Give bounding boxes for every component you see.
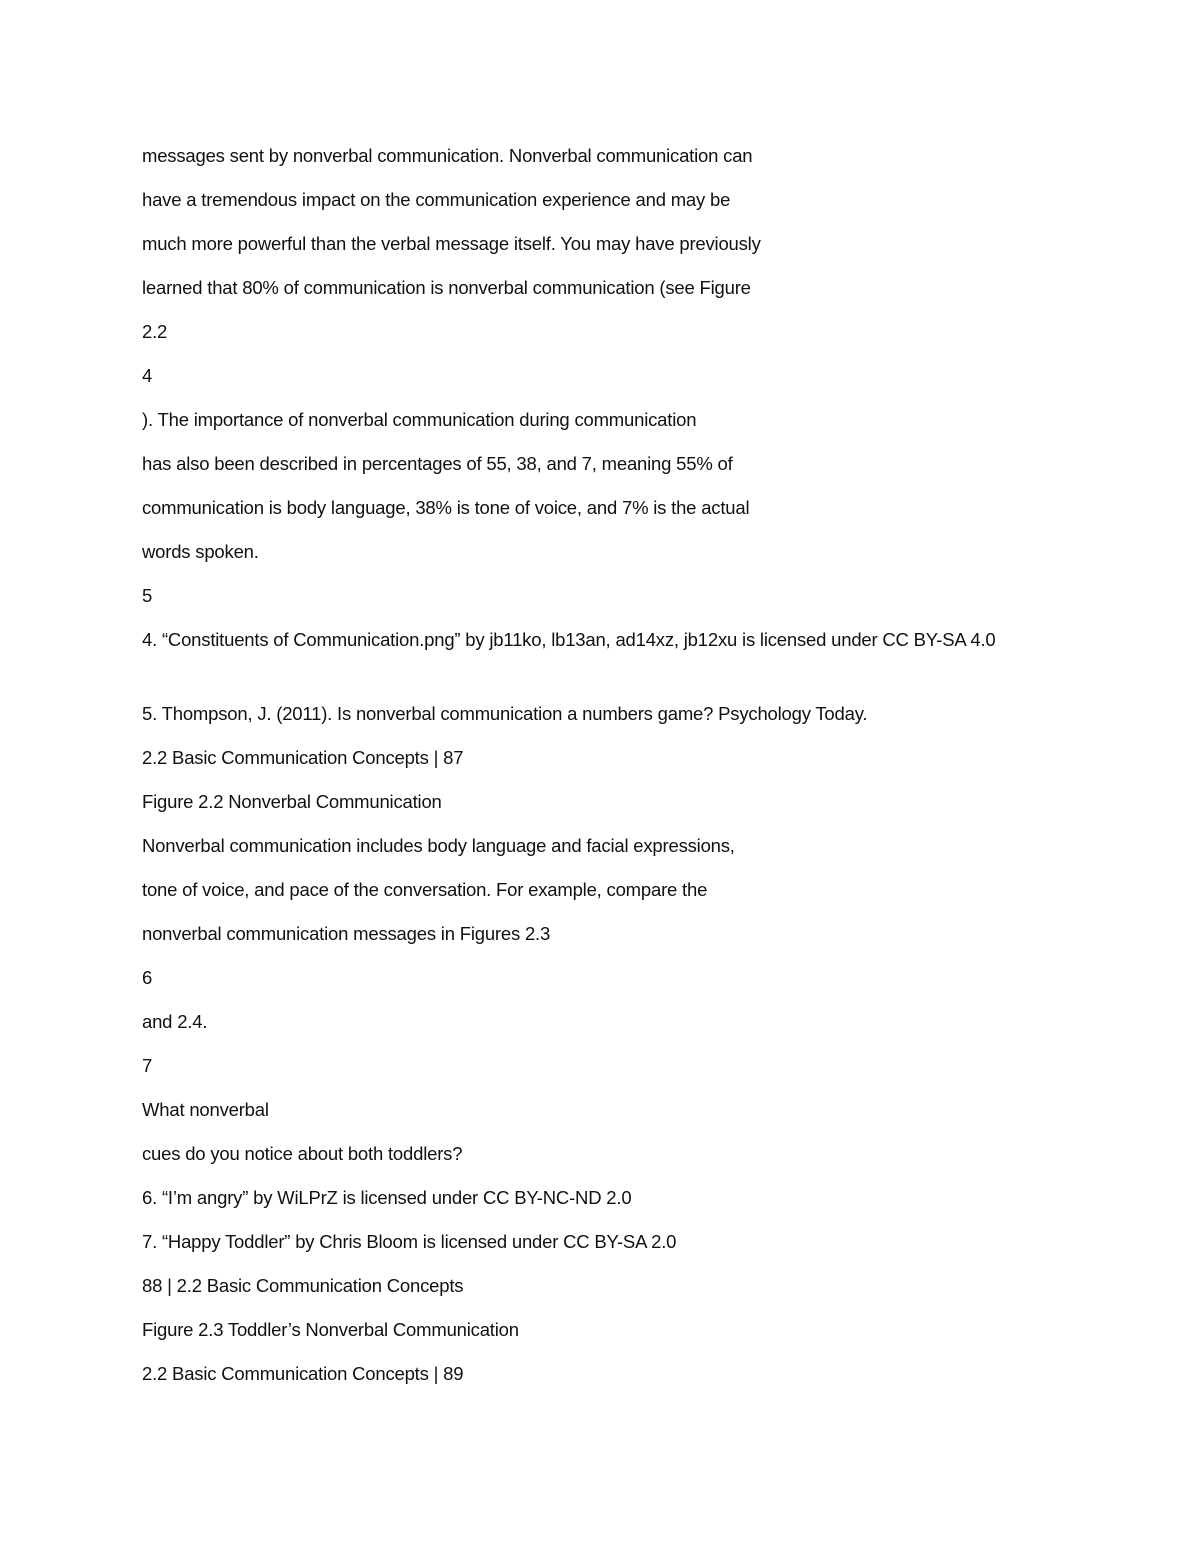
footnote-7: 7. “Happy Toddler” by Chris Bloom is licensed under CC BY-SA 2.0	[142, 1231, 677, 1252]
page-header: 88 | 2.2 Basic Communication Concepts	[142, 1275, 464, 1296]
body-text-line: cues do you notice about both toddlers?	[142, 1143, 463, 1164]
figure-reference: 2.2	[142, 321, 168, 342]
body-text-line: What nonverbal	[142, 1099, 269, 1120]
figure-caption: Figure 2.2 Nonverbal Communication	[142, 791, 442, 812]
footnote-marker: 5	[142, 585, 153, 606]
body-text-line: have a tremendous impact on the communication experience and may be	[142, 189, 731, 210]
footnote-4: 4. “Constituents of Communication.png” by jb11ko, lb13an, ad14xz, jb12xu is licensed under CC BY-SA 4.0	[142, 629, 996, 650]
footnote-marker: 7	[142, 1055, 153, 1076]
body-text-line: messages sent by nonverbal communication. Nonverbal communication can	[142, 145, 753, 166]
footnote-marker: 4	[142, 365, 153, 386]
figure-caption: Figure 2.3 Toddler’s Nonverbal Communication	[142, 1319, 519, 1340]
footnote-6: 6. “I’m angry” by WiLPrZ is licensed under CC BY-NC-ND 2.0	[142, 1187, 632, 1208]
footnote-5: 5. Thompson, J. (2011). Is nonverbal communication a numbers game? Psychology Today.	[142, 703, 868, 724]
body-text-line: words spoken.	[142, 541, 259, 562]
footnote-marker: 6	[142, 967, 153, 988]
body-text-line: learned that 80% of communication is nonverbal communication (see Figure	[142, 277, 751, 298]
body-text-line: ). The importance of nonverbal communication during communication	[142, 409, 697, 430]
body-text-line: and 2.4.	[142, 1011, 208, 1032]
page-footer: 2.2 Basic Communication Concepts | 87	[142, 747, 464, 768]
body-text-line: tone of voice, and pace of the conversation. For example, compare the	[142, 879, 708, 900]
body-text-line: has also been described in percentages of 55, 38, and 7, meaning 55% of	[142, 453, 733, 474]
body-text-line: nonverbal communication messages in Figures 2.3	[142, 923, 551, 944]
body-text-line: Nonverbal communication includes body language and facial expressions,	[142, 835, 735, 856]
body-text-line: communication is body language, 38% is tone of voice, and 7% is the actual	[142, 497, 750, 518]
page-footer: 2.2 Basic Communication Concepts | 89	[142, 1363, 464, 1384]
body-text-line: much more powerful than the verbal message itself. You may have previously	[142, 233, 761, 254]
